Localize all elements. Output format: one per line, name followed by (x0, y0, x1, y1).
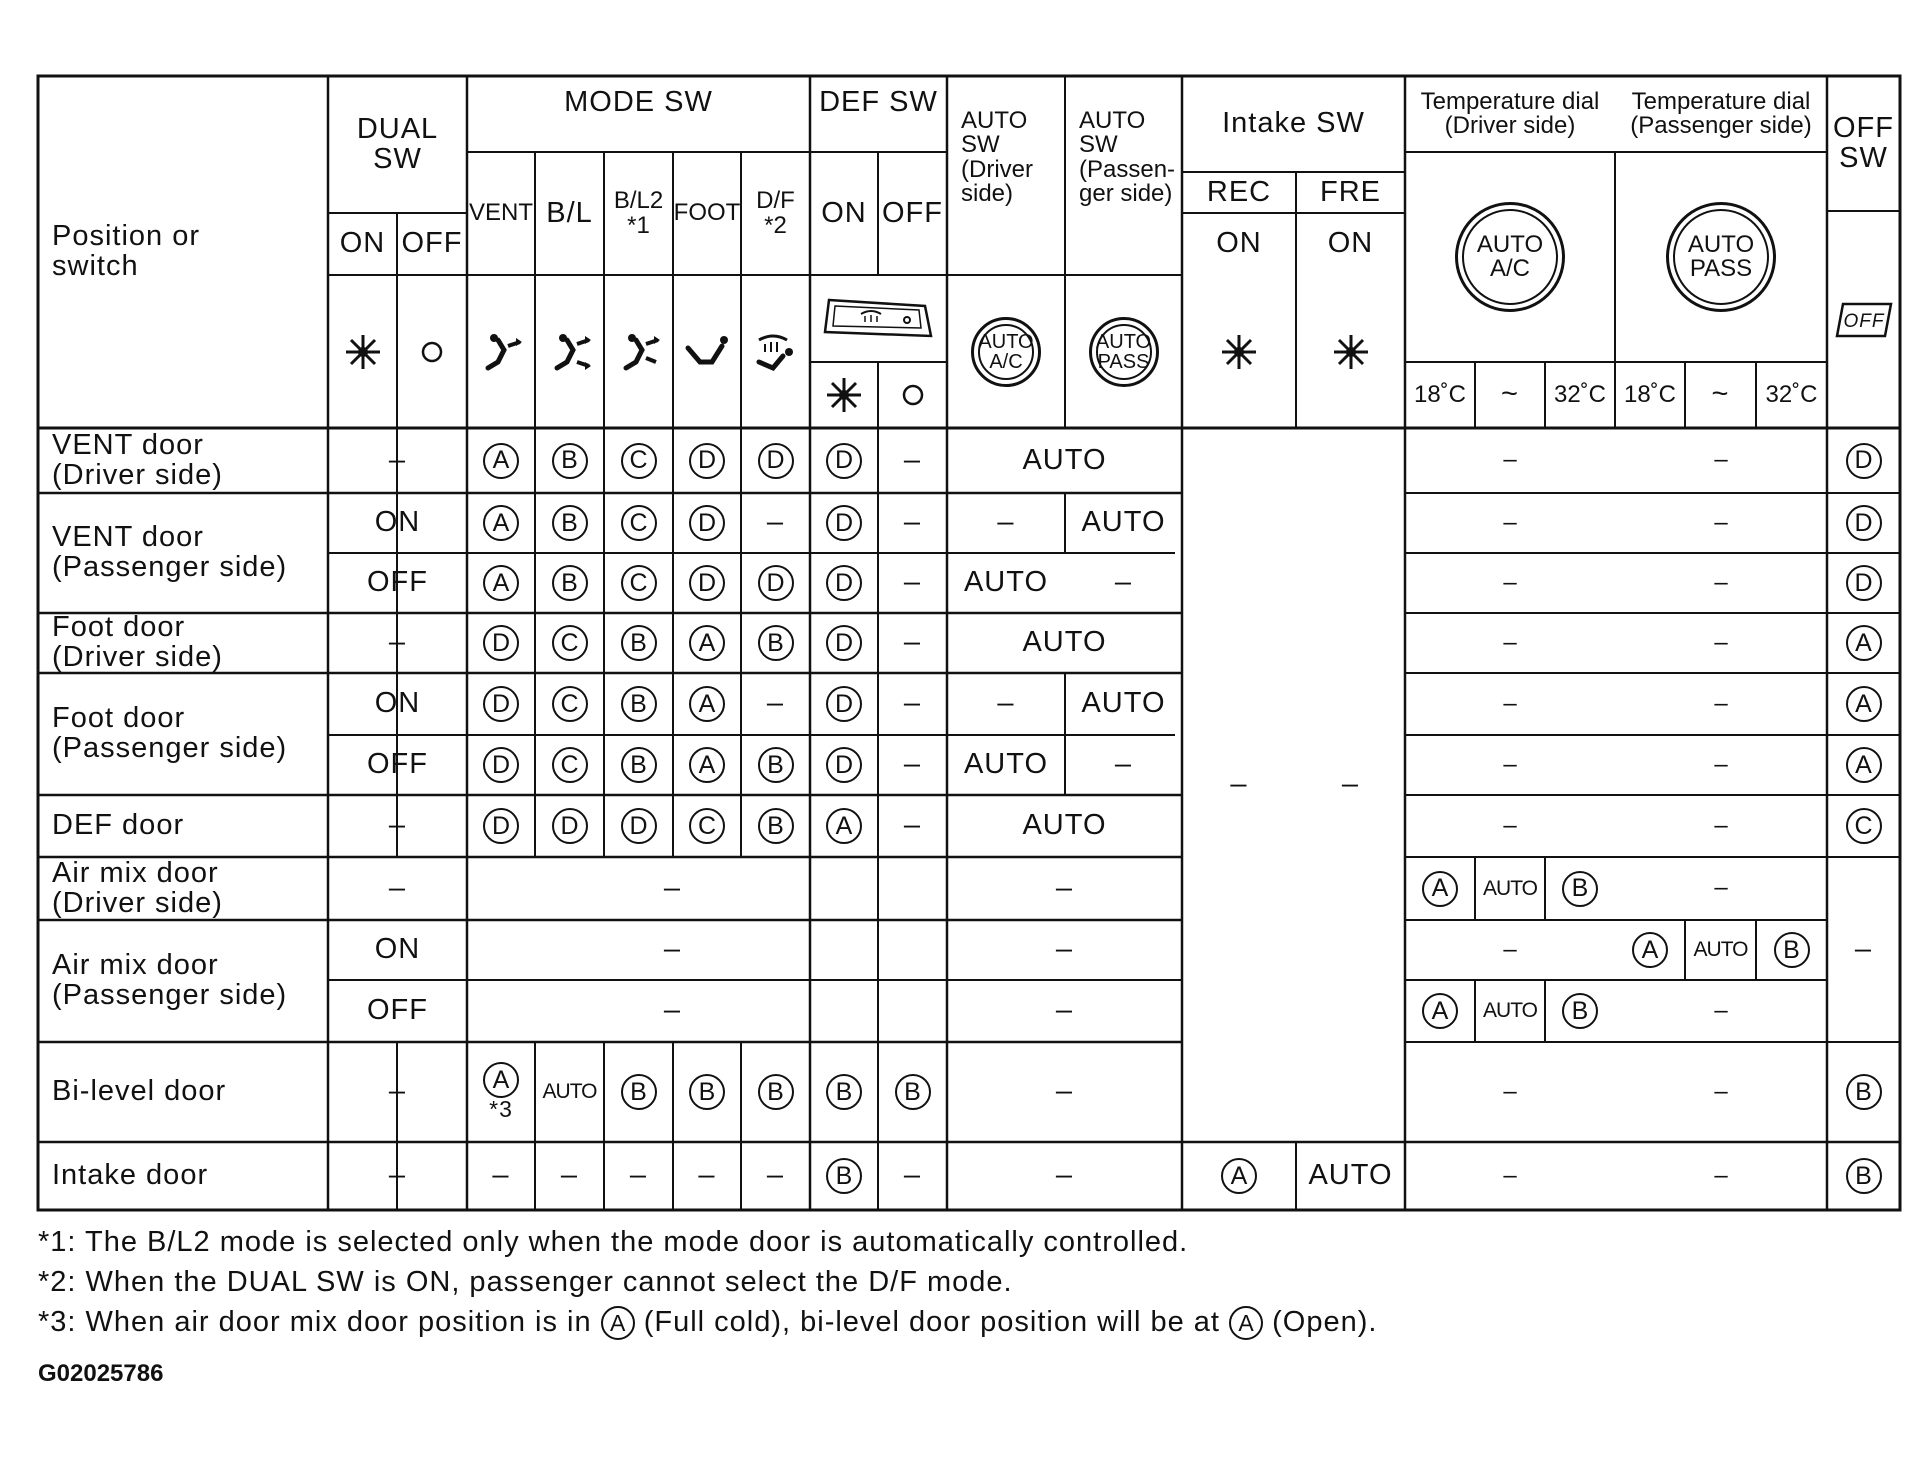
header-mode-df: D/F *2 (756, 187, 795, 239)
foot-mode-icon (673, 275, 741, 428)
airmix-passenger-position-a (1615, 920, 1685, 980)
vent-mode-icon (467, 275, 535, 428)
footnote-2: *2: When the DUAL SW is ON, passenger cannot select the D/F mode. (38, 1266, 1013, 1298)
dual-sw-value: ON (374, 933, 421, 966)
circled-d-symbol: D (758, 443, 794, 479)
off-sw-position-b (1827, 1042, 1900, 1142)
mode-door-position-b (741, 795, 810, 857)
mode-door-position-d (810, 553, 878, 613)
mode-door-position-b (741, 613, 810, 673)
circled-d-symbol: D (826, 505, 862, 541)
circled-b-symbol: B (826, 1158, 862, 1194)
temp-passenger-value: – (1714, 811, 1728, 839)
circled-c-symbol: C (689, 808, 725, 844)
bilevel-mode-icon (535, 275, 604, 428)
mode-door-position-d (741, 553, 810, 613)
circled-d-symbol: D (826, 443, 862, 479)
dual-sw-value: ON (374, 506, 421, 539)
mode-door-position-d (467, 613, 535, 673)
off-sw-position-d (1827, 553, 1900, 613)
circled-d-symbol: D (552, 808, 588, 844)
mode-door-position-b (535, 553, 604, 613)
airmix-driver-position-b (1545, 980, 1615, 1042)
mode-door-value: – (903, 687, 922, 720)
circled-d-symbol: D (1846, 505, 1882, 541)
header-temp-driver-32: 32˚C (1553, 380, 1607, 408)
def-foot-mode-icon (741, 275, 810, 428)
auto-sw-value: – (1055, 933, 1074, 966)
airmix-driver-position-a (1405, 980, 1475, 1042)
header-dual-sw: DUAL SW (356, 112, 439, 175)
circled-b-symbol: B (621, 747, 657, 783)
auto-sw-passenger-value: AUTO (1081, 506, 1166, 539)
auto-sw-value: – (1055, 994, 1074, 1027)
circled-d-symbol: D (689, 565, 725, 601)
row-label-airmix-passenger: Air mix door (Passenger side) (52, 949, 288, 1011)
auto-sw-value: – (1055, 1075, 1074, 1108)
mode-door-value: AUTO (542, 1080, 597, 1104)
temp-passenger-value: – (1714, 508, 1728, 536)
footnote-3-part-b: (Full cold), bi-level door position will be at (643, 1306, 1220, 1338)
row-label-intake: Intake door (52, 1159, 209, 1192)
circled-c-symbol: C (621, 505, 657, 541)
circled-d-symbol: D (483, 625, 519, 661)
mode-door-position-a (467, 1042, 535, 1142)
header-mode-bl: B/L (546, 196, 593, 229)
header-off-sw: OFF SW (1833, 111, 1894, 174)
mode-door-position-c (604, 493, 673, 553)
temp-driver-value: – (1503, 1077, 1517, 1105)
mode-door-position-d (741, 428, 810, 493)
auto-sw-driver-value: – (997, 506, 1015, 539)
circled-b-symbol: B (552, 565, 588, 601)
circled-a-symbol: A (483, 505, 519, 541)
circled-b-symbol: B (621, 625, 657, 661)
circled-a-symbol: A (601, 1306, 635, 1340)
circled-b-symbol: B (621, 1074, 657, 1110)
circled-d-symbol: D (826, 747, 862, 783)
dual-sw-value: ON (374, 687, 421, 720)
header-dual-off: OFF (401, 227, 463, 260)
mode-door-position-a (467, 428, 535, 493)
row-label-def-door: DEF door (52, 809, 185, 842)
mode-door-value: – (663, 994, 682, 1027)
circled-d-symbol: D (1846, 443, 1882, 479)
circled-b-symbol: B (1846, 1158, 1882, 1194)
mode-door-position-d (673, 553, 741, 613)
row-label-foot-passenger: Foot door (Passenger side) (52, 702, 288, 764)
mode-door-position-d (467, 735, 535, 795)
airmix-passenger-position-b (1756, 920, 1827, 980)
circled-d-symbol: D (621, 808, 657, 844)
footnote-ref: *3 (489, 1096, 513, 1123)
circled-a-symbol: A (1632, 932, 1668, 968)
header-intake-rec: REC (1206, 175, 1272, 208)
indicator-on-icon (810, 362, 878, 428)
circled-d-symbol: D (826, 565, 862, 601)
circled-d-symbol: D (1846, 565, 1882, 601)
mode-door-position-d (810, 613, 878, 673)
header-intake-sw: Intake SW (1222, 107, 1365, 140)
dual-sw-value: – (388, 443, 407, 476)
circled-d-symbol: D (826, 686, 862, 722)
temp-passenger-value: – (1714, 874, 1728, 902)
header-temp-driver-range: ~ (1501, 378, 1519, 411)
mode-door-position-b (604, 1042, 673, 1142)
circled-c-symbol: C (621, 565, 657, 601)
mode-door-position-d (467, 673, 535, 735)
indicator-off-icon (878, 362, 947, 428)
mode-door-value: – (903, 443, 922, 476)
mode-door-position-d (535, 795, 604, 857)
header-intake-fre: FRE (1320, 175, 1381, 208)
circled-a-symbol: A (483, 443, 519, 479)
temp-passenger-value: – (1714, 1077, 1728, 1105)
header-def-sw: DEF SW (819, 86, 938, 118)
indicator-off-icon (397, 275, 467, 428)
mode-door-value: – (903, 1159, 922, 1192)
header-intake-rec-on: ON (1216, 227, 1262, 260)
header-auto-sw-passenger: AUTO SW (Passen- ger side) (1079, 106, 1176, 207)
dual-sw-value: – (388, 809, 407, 842)
airmix-driver-position-a (1405, 857, 1475, 920)
dual-sw-value: OFF (367, 748, 428, 781)
circled-a-symbol: A (1846, 747, 1882, 783)
mode-door-position-b (604, 735, 673, 795)
mode-door-value: – (766, 506, 785, 539)
circled-a-symbol: A (483, 565, 519, 601)
circled-a-symbol: A (1422, 993, 1458, 1029)
circled-d-symbol: D (826, 625, 862, 661)
mode-door-position-c (604, 428, 673, 493)
off-switch-icon (1827, 211, 1900, 428)
airmix-passenger-auto: AUTO (1693, 938, 1748, 962)
row-label-airmix-driver: Air mix door (Driver side) (52, 856, 223, 919)
header-intake-fre-on: ON (1327, 227, 1374, 260)
mode-door-value: – (903, 626, 922, 659)
temp-driver-value: – (1503, 446, 1517, 474)
header-temp-passenger-18: 18˚C (1623, 380, 1677, 408)
circled-b-symbol: B (758, 747, 794, 783)
def-switch-icon (810, 275, 947, 362)
mode-door-position-c (604, 553, 673, 613)
temp-driver-value: – (1503, 750, 1517, 778)
footnote-3-part-c: (Open). (1272, 1306, 1378, 1338)
auto-sw-value: AUTO (1022, 443, 1107, 476)
mode-door-position-d (810, 673, 878, 735)
circled-c-symbol: C (552, 686, 588, 722)
mode-door-position-b (604, 613, 673, 673)
circled-b-symbol: B (758, 1074, 794, 1110)
circled-b-symbol: B (758, 808, 794, 844)
row-label-bilevel: Bi-level door (52, 1075, 227, 1108)
temp-passenger-value: – (1714, 996, 1728, 1024)
off-sw-position-d (1827, 428, 1900, 493)
circled-d-symbol: D (483, 686, 519, 722)
circled-a-symbol: A (483, 1062, 519, 1098)
off-sw-position-b (1827, 1142, 1900, 1210)
auto-pass-dial-icon: AUTO PASS (1615, 152, 1827, 362)
mode-door-position-b (741, 1042, 810, 1142)
circled-b-symbol: B (689, 1074, 725, 1110)
dual-sw-value: – (388, 1075, 407, 1108)
mode-door-position-b (604, 673, 673, 735)
circled-b-symbol: B (552, 443, 588, 479)
mode-door-position-a (673, 613, 741, 673)
temp-passenger-value: – (1714, 1161, 1728, 1189)
circled-a-symbol: A (1422, 871, 1458, 907)
circled-d-symbol: D (689, 505, 725, 541)
intake-fre-value: – (1341, 768, 1360, 801)
auto-sw-driver-value: AUTO (963, 748, 1049, 781)
dual-sw-value: – (388, 626, 407, 659)
auto-ac-dial-icon: AUTO A/C (1405, 152, 1615, 362)
header-def-off: OFF (882, 196, 943, 229)
footnote-1: *1: The B/L2 mode is selected only when the mode door is automatically controlled. (38, 1226, 1189, 1258)
temp-driver-value: – (1503, 508, 1517, 536)
footnote-3 (38, 1306, 1377, 1340)
header-temp-passenger-32: 32˚C (1765, 380, 1818, 408)
indicator-on-icon (1296, 275, 1405, 428)
circled-b-symbol: B (758, 625, 794, 661)
mode-door-position-a (467, 553, 535, 613)
footnote-3-part-a: *3: When air door mix door position is in (38, 1306, 592, 1338)
circled-d-symbol: D (483, 747, 519, 783)
dual-sw-value: – (388, 1159, 407, 1192)
mode-door-value: – (903, 506, 922, 539)
circled-a-symbol: A (689, 625, 725, 661)
circled-a-symbol: A (826, 808, 862, 844)
figure-id: G02025786 (38, 1360, 164, 1387)
circled-d-symbol: D (758, 565, 794, 601)
off-sw-position-a (1827, 735, 1900, 795)
header-temp-dial-passenger: Temperature dial (Passenger side) (1630, 87, 1812, 139)
circled-d-symbol: D (689, 443, 725, 479)
mode-door-position-b (878, 1042, 947, 1142)
circled-b-symbol: B (1774, 932, 1810, 968)
circled-a-symbol: A (689, 686, 725, 722)
circled-c-symbol: C (552, 747, 588, 783)
circled-a-symbol: A (1221, 1158, 1257, 1194)
auto-ac-knob-icon: AUTO A/C (947, 275, 1065, 428)
dual-sw-value: OFF (367, 566, 428, 599)
auto-sw-driver-value: – (997, 687, 1015, 720)
circled-b-symbol: B (826, 1074, 862, 1110)
temp-driver-value: – (1503, 935, 1517, 963)
row-label-foot-driver: Foot door (Driver side) (52, 611, 223, 673)
mode-door-position-d (604, 795, 673, 857)
header-dual-on: ON (339, 227, 386, 260)
mode-door-value: – (903, 748, 922, 781)
header-mode-vent: VENT (468, 199, 533, 227)
circled-b-symbol: B (552, 505, 588, 541)
mode-door-position-a (673, 735, 741, 795)
header-position-or-switch: Position or switch (52, 220, 201, 282)
circled-b-symbol: B (1562, 871, 1598, 907)
header-mode-bl2: B/L2 *1 (613, 187, 664, 239)
mode-door-position-c (535, 613, 604, 673)
mode-door-value: – (629, 1159, 648, 1192)
auto-sw-passenger-value: – (1114, 748, 1133, 781)
header-temp-passenger-range: ~ (1711, 378, 1730, 411)
circled-c-symbol: C (552, 625, 588, 661)
auto-sw-value: – (1055, 871, 1074, 904)
header-mode-sw: MODE SW (564, 86, 713, 118)
mode-door-value: – (766, 687, 785, 720)
row-label-vent-driver: VENT door (Driver side) (52, 428, 223, 491)
mode-door-position-b (810, 1042, 878, 1142)
circled-b-symbol: B (1562, 993, 1598, 1029)
temp-passenger-value: – (1714, 750, 1728, 778)
airmix-driver-auto: AUTO (1483, 999, 1537, 1023)
airmix-driver-position-b (1545, 857, 1615, 920)
header-temp-driver-18: 18˚C (1413, 380, 1467, 408)
off-sw-value: – (1854, 932, 1873, 965)
mode-door-value: – (492, 1159, 510, 1192)
header-def-on: ON (821, 196, 867, 229)
mode-door-value: – (663, 871, 682, 904)
mode-door-position-c (535, 673, 604, 735)
temp-driver-value: – (1503, 628, 1517, 656)
mode-door-position-d (810, 428, 878, 493)
auto-sw-passenger-value: – (1114, 566, 1133, 599)
mode-door-position-d (810, 493, 878, 553)
auto-sw-value: AUTO (1022, 626, 1107, 659)
auto-pass-knob-icon: AUTO PASS (1065, 275, 1182, 428)
svg-text:OFF: OFF (1843, 310, 1884, 332)
temp-passenger-value: – (1714, 628, 1728, 656)
row-label-vent-passenger: VENT door (Passenger side) (52, 521, 288, 583)
temp-driver-value: – (1503, 568, 1517, 596)
mode-door-position-b (741, 735, 810, 795)
off-sw-position-c (1827, 795, 1900, 857)
auto-sw-value: AUTO (1022, 809, 1107, 842)
circled-c-symbol: C (621, 443, 657, 479)
intake-fre-value: AUTO (1308, 1159, 1393, 1192)
circled-d-symbol: D (483, 808, 519, 844)
indicator-on-icon (1182, 275, 1296, 428)
temp-driver-value: – (1503, 689, 1517, 717)
circled-b-symbol: B (895, 1074, 931, 1110)
dual-sw-value: OFF (367, 994, 428, 1027)
temp-passenger-value: – (1714, 689, 1728, 717)
mode-door-value: – (560, 1159, 579, 1192)
mode-door-position-c (673, 795, 741, 857)
auto-sw-passenger-value: AUTO (1081, 687, 1166, 720)
circled-a-symbol: A (1846, 625, 1882, 661)
header-mode-foot: FOOT (673, 199, 741, 227)
temp-driver-value: – (1503, 811, 1517, 839)
temp-passenger-value: – (1714, 568, 1728, 596)
circled-a-symbol: A (1846, 686, 1882, 722)
circled-b-symbol: B (621, 686, 657, 722)
mode-door-value: – (766, 1159, 785, 1192)
mode-door-position-a (673, 673, 741, 735)
circled-a-symbol: A (1229, 1306, 1263, 1340)
circled-a-symbol: A (689, 747, 725, 783)
off-sw-position-a (1827, 673, 1900, 735)
header-temp-dial-driver: Temperature dial (Driver side) (1420, 87, 1600, 139)
mode-door-value: – (903, 566, 922, 599)
temp-passenger-value: – (1714, 446, 1728, 474)
intake-rec-position-a (1182, 1142, 1296, 1210)
mode-door-position-d (673, 428, 741, 493)
off-sw-position-a (1827, 613, 1900, 673)
mode-door-position-a (467, 493, 535, 553)
mode-door-value: – (698, 1159, 716, 1192)
bilevel2-mode-icon (604, 275, 673, 428)
mode-door-position-c (535, 735, 604, 795)
mode-door-value: – (663, 933, 682, 966)
airmix-driver-auto: AUTO (1483, 876, 1537, 900)
mode-door-position-b (535, 493, 604, 553)
mode-door-position-a (810, 795, 878, 857)
mode-door-position-b (810, 1142, 878, 1210)
temp-driver-value: – (1503, 1161, 1517, 1189)
intake-rec-value: – (1230, 768, 1248, 801)
circled-b-symbol: B (1846, 1074, 1882, 1110)
mode-door-position-b (673, 1042, 741, 1142)
indicator-on-icon (328, 275, 397, 428)
mode-door-position-d (673, 493, 741, 553)
mode-door-position-b (535, 428, 604, 493)
circled-c-symbol: C (1846, 808, 1882, 844)
header-auto-sw-driver: AUTO SW (Driver side) (961, 106, 1033, 207)
mode-door-position-d (467, 795, 535, 857)
off-sw-position-d (1827, 493, 1900, 553)
auto-sw-driver-value: AUTO (963, 566, 1049, 599)
mode-door-value: – (903, 809, 922, 842)
auto-sw-value: – (1055, 1159, 1074, 1192)
dual-sw-value: – (388, 871, 407, 904)
mode-door-position-d (810, 735, 878, 795)
